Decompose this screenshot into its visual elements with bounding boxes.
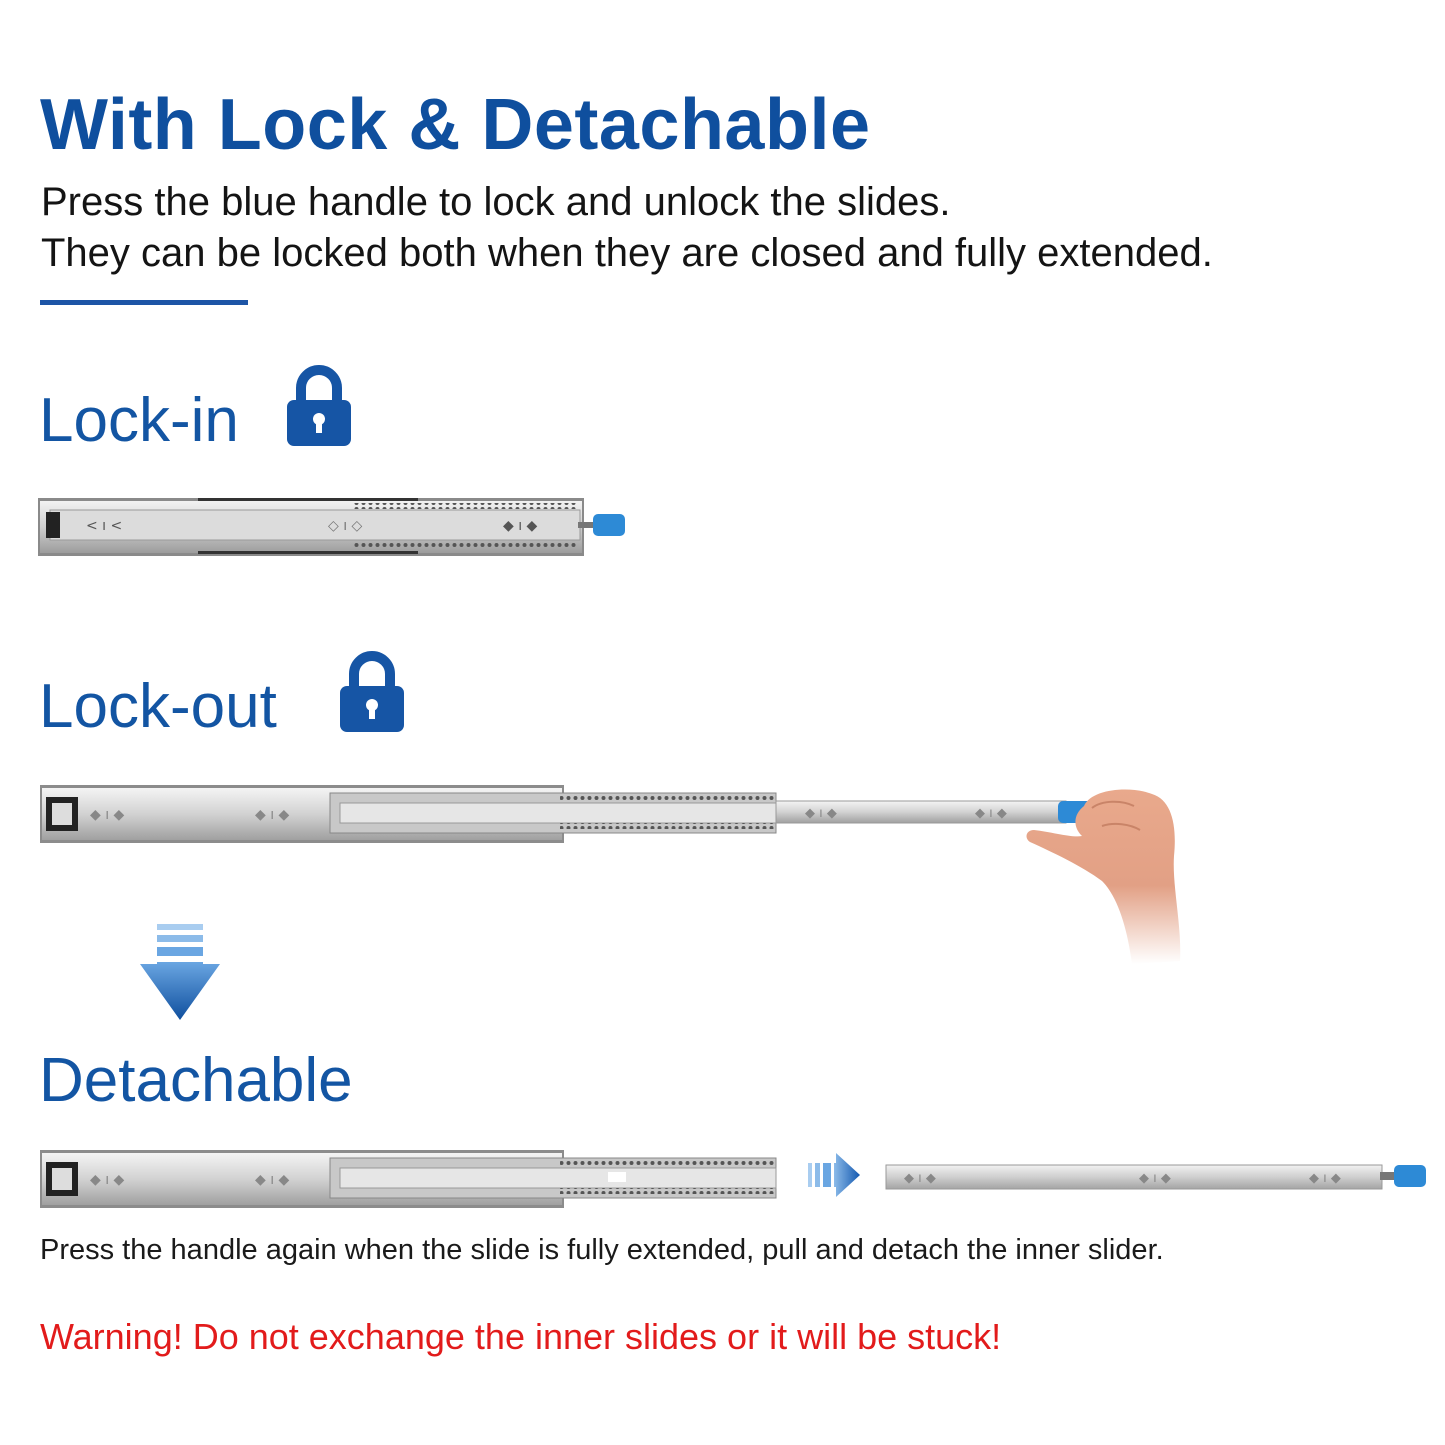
svg-text:◆ ı ◆: ◆ ı ◆: [90, 807, 125, 823]
svg-text:◇ ı ◇: ◇ ı ◇: [328, 518, 363, 534]
svg-text:◆ ı ◆: ◆ ı ◆: [1309, 1171, 1341, 1186]
description-line-2: They can be locked both when they are closed and fully extended.: [41, 231, 1213, 275]
svg-text:◆ ı ◆: ◆ ı ◆: [805, 806, 837, 821]
padlock-icon: [286, 366, 352, 448]
page-title: With Lock & Detachable: [40, 85, 871, 165]
arrow-right-icon: [806, 1153, 862, 1197]
svg-text:◆ ı ◆: ◆ ı ◆: [255, 1172, 290, 1188]
svg-text:◆ ı ◆: ◆ ı ◆: [503, 518, 538, 534]
description-line-1: Press the blue handle to lock and unlock the slides.: [41, 180, 951, 224]
slide-outer-detached: [40, 1148, 780, 1212]
svg-text:◆ ı ◆: ◆ ı ◆: [975, 806, 1007, 821]
blue-handle: [593, 514, 625, 536]
detach-instructions: Press the handle again when the slide is fully extended, pull and detach the inner slider.: [40, 1234, 1164, 1266]
svg-text:◆ ı ◆: ◆ ı ◆: [90, 1172, 125, 1188]
padlock-icon: [339, 652, 405, 734]
title-underline: [40, 300, 248, 305]
lock-out-heading: Lock-out: [39, 672, 277, 741]
arrow-down-icon: [140, 924, 220, 1022]
svg-text:< ı <: < ı <: [86, 518, 123, 534]
blue-handle: [1394, 1165, 1426, 1187]
slide-closed: [38, 494, 628, 558]
lock-in-heading: Lock-in: [39, 386, 239, 455]
detachable-heading: Detachable: [39, 1046, 353, 1115]
hand-icon: [1022, 786, 1192, 966]
slide-extended: [40, 783, 1140, 847]
slide-inner-detached: [884, 1160, 1428, 1196]
svg-text:◆ ı ◆: ◆ ı ◆: [255, 807, 290, 823]
svg-text:◆ ı ◆: ◆ ı ◆: [904, 1171, 936, 1186]
warning-text: Warning! Do not exchange the inner slides or it will be stuck!: [40, 1316, 1002, 1357]
svg-text:◆ ı ◆: ◆ ı ◆: [1139, 1171, 1171, 1186]
